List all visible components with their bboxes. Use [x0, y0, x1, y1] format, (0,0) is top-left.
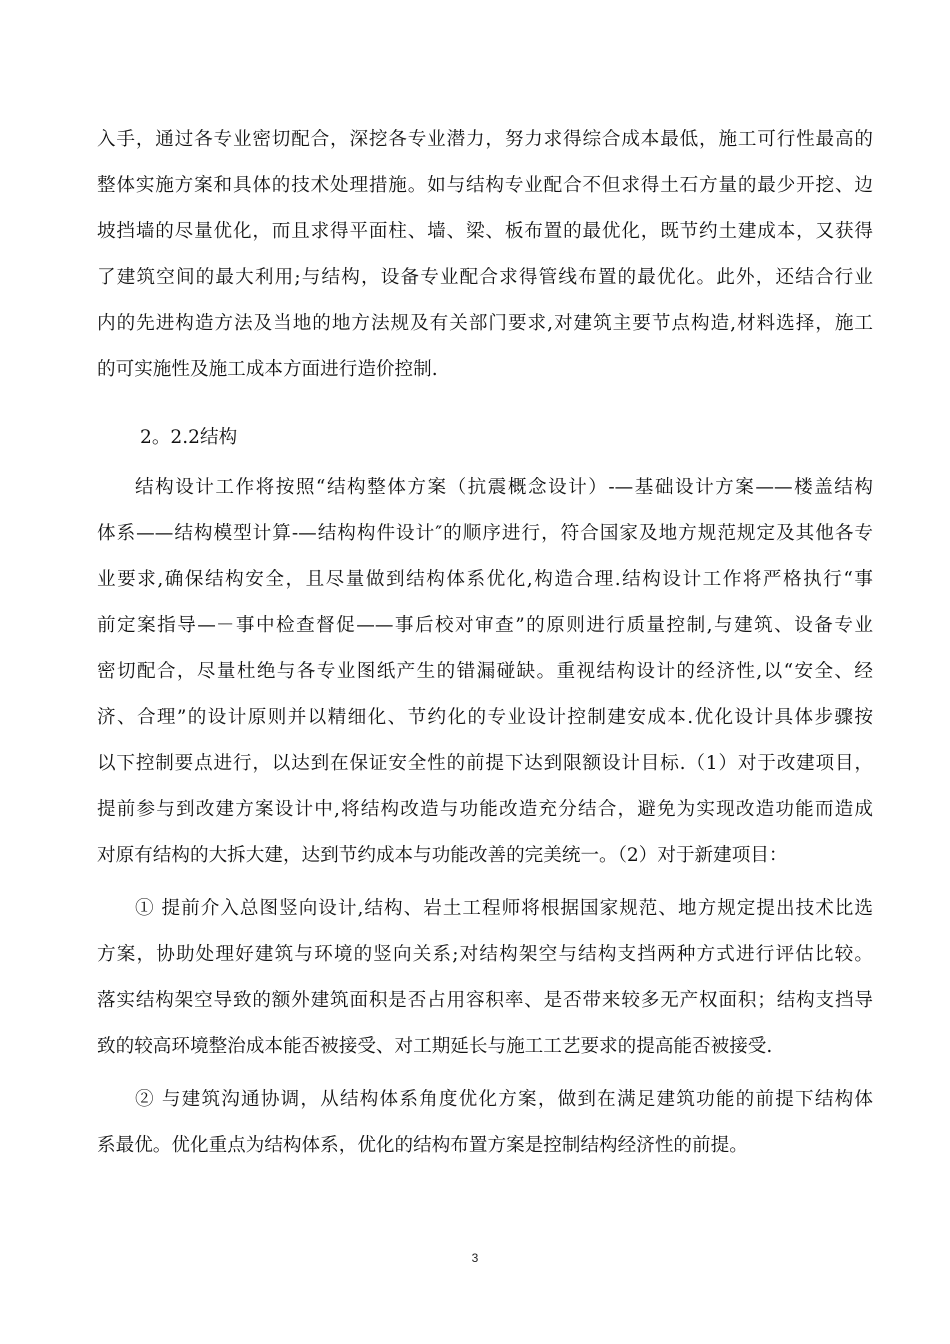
paragraph-line: 前定案指导—－事中检查督促——事后校对审查”的原则进行质量控制,与建筑、设备专业 [97, 615, 873, 636]
paragraph-line: 方案，协助处理好建筑与环境的竖向关系;对结构架空与结构支挡两种方式进行评估比较。 [97, 944, 873, 965]
paragraph-line: 业要求,确保结构安全，且尽量做到结构体系优化,构造合理.结构设计工作将严格执行“事 [97, 569, 873, 590]
paragraph-line: ② 与建筑沟通协调，从结构体系角度优化方案，做到在满足建筑功能的前提下结构体 [135, 1089, 873, 1110]
paragraph-line: 结构设计工作将按照“结构整体方案（抗震概念设计）-—基础设计方案——楼盖结构 [135, 477, 873, 498]
section-heading: 2。2.2结构 [140, 427, 238, 448]
paragraph-line: 对原有结构的大拆大建，达到节约成本与功能改善的完美统一。（2）对于新建项目： [97, 845, 788, 866]
paragraph-line: 密切配合，尽量杜绝与各专业图纸产生的错漏碰缺。重视结构设计的经济性,以“安全、经 [97, 661, 873, 682]
paragraph-line: 落实结构架空导致的额外建筑面积是否占用容积率、是否带来较多无产权面积；结构支挡导 [97, 990, 873, 1011]
paragraph-line: 体系——结构模型计算-—结构构件设计″的顺序进行，符合国家及地方规范规定及其他各专 [97, 523, 873, 544]
paragraph-line: 致的较高环境整治成本能否被接受、对工期延长与施工工艺要求的提高能否被接受. [97, 1036, 773, 1057]
page-number: 3 [471, 1251, 479, 1265]
paragraph-line: 整体实施方案和具体的技术处理措施。如与结构专业配合不但求得土石方量的最少开挖、边 [97, 175, 873, 196]
paragraph-line: 系最优。优化重点为结构体系，优化的结构布置方案是控制结构经济性的前提。 [97, 1135, 748, 1156]
paragraph-line: 以下控制要点进行，以达到在保证安全性的前提下达到限额设计目标.（1）对于改建项目， [97, 753, 873, 774]
paragraph-line: 了建筑空间的最大利用;与结构，设备专业配合求得管线布置的最优化。此外，还结合行业 [97, 267, 873, 288]
paragraph-line: 的可实施性及施工成本方面进行造价控制. [97, 359, 438, 380]
paragraph-line: 坡挡墙的尽量优化，而且求得平面柱、墙、梁、板布置的最优化，既节约土建成本，又获得 [97, 221, 873, 242]
paragraph-line: 入手，通过各专业密切配合，深挖各专业潜力，努力求得综合成本最低，施工可行性最高的 [97, 129, 873, 150]
paragraph-line: ① 提前介入总图竖向设计,结构、岩土工程师将根据国家规范、地方规定提出技术比选 [135, 898, 873, 919]
paragraph-line: 内的先进构造方法及当地的地方法规及有关部门要求,对建筑主要节点构造,材料选择，施工 [97, 313, 873, 334]
paragraph-line: 提前参与到改建方案设计中,将结构改造与功能改造充分结合，避免为实现改造功能而造成 [97, 799, 873, 820]
paragraph-line: 济、合理”的设计原则并以精细化、节约化的专业设计控制建安成本.优化设计具体步骤按 [97, 707, 873, 728]
